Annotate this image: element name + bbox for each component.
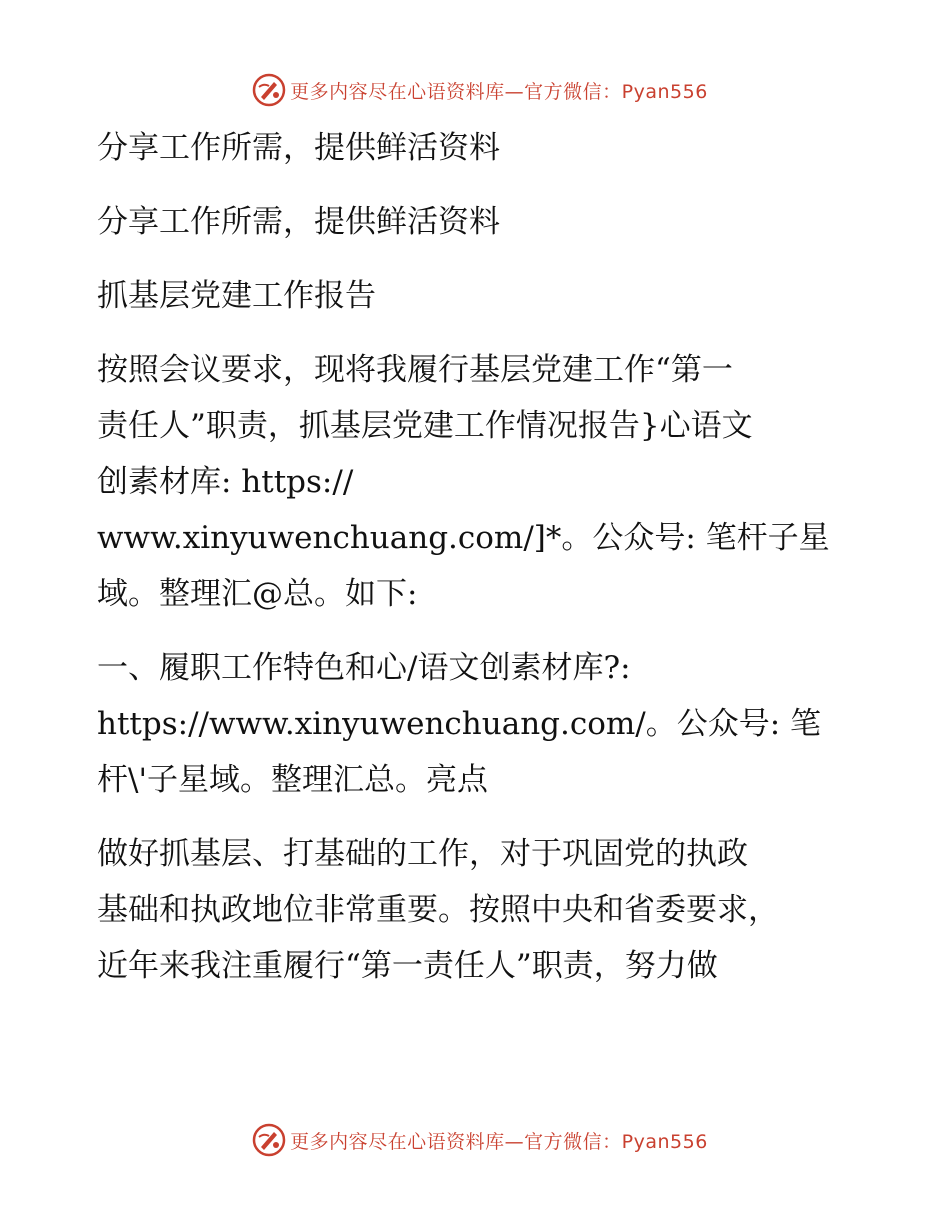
paragraph-line: 近年来我注重履行“第一责任人”职责，努力做 xyxy=(97,948,718,984)
paragraph-line: 按照会议要求，现将我履行基层党建工作“第一 xyxy=(97,352,733,388)
body-line: 分享工作所需，提供鲜活资料 xyxy=(97,204,500,240)
paragraph-line: 基础和执政地位非常重要。按照中央和省委要求， xyxy=(97,892,779,928)
brand-logo-icon xyxy=(252,73,286,107)
paragraph-3 xyxy=(97,826,842,994)
document-title: 抓基层党建工作报告 xyxy=(97,278,376,314)
paragraph-line: 创素材库: https:// xyxy=(97,464,354,500)
paragraph-1 xyxy=(97,342,842,622)
paragraph-line: https://www.xinyuwenchuang.com/。公众号: 笔 xyxy=(97,706,822,742)
paragraph-line: 域。整理汇@总。如下: xyxy=(97,576,418,612)
paragraph-line: 责任人”职责，抓基层党建工作情况报告}心语文 xyxy=(97,408,753,444)
footer-banner-text: 更多内容尽在心语资料库—官方微信：Pyan556 xyxy=(290,1130,708,1153)
brand-logo-icon xyxy=(252,1123,286,1157)
header-banner xyxy=(0,70,950,110)
paragraph-line: 杆\'子星域。整理汇总。亮点 xyxy=(97,762,488,798)
section-heading-line: 一、履职工作特色和心/语文创素材库?: xyxy=(97,650,631,686)
paragraph-line: 做好抓基层、打基础的工作，对于巩固党的执政 xyxy=(97,836,748,872)
header-banner-text: 更多内容尽在心语资料库—官方微信：Pyan556 xyxy=(290,80,708,103)
body-line: 分享工作所需，提供鲜活资料 xyxy=(97,130,500,166)
paragraph-2 xyxy=(97,640,842,808)
paragraph-line: www.xinyuwenchuang.com/]*。公众号: 笔杆子星 xyxy=(97,520,830,556)
document-body xyxy=(97,120,842,994)
footer-banner xyxy=(0,1120,950,1160)
